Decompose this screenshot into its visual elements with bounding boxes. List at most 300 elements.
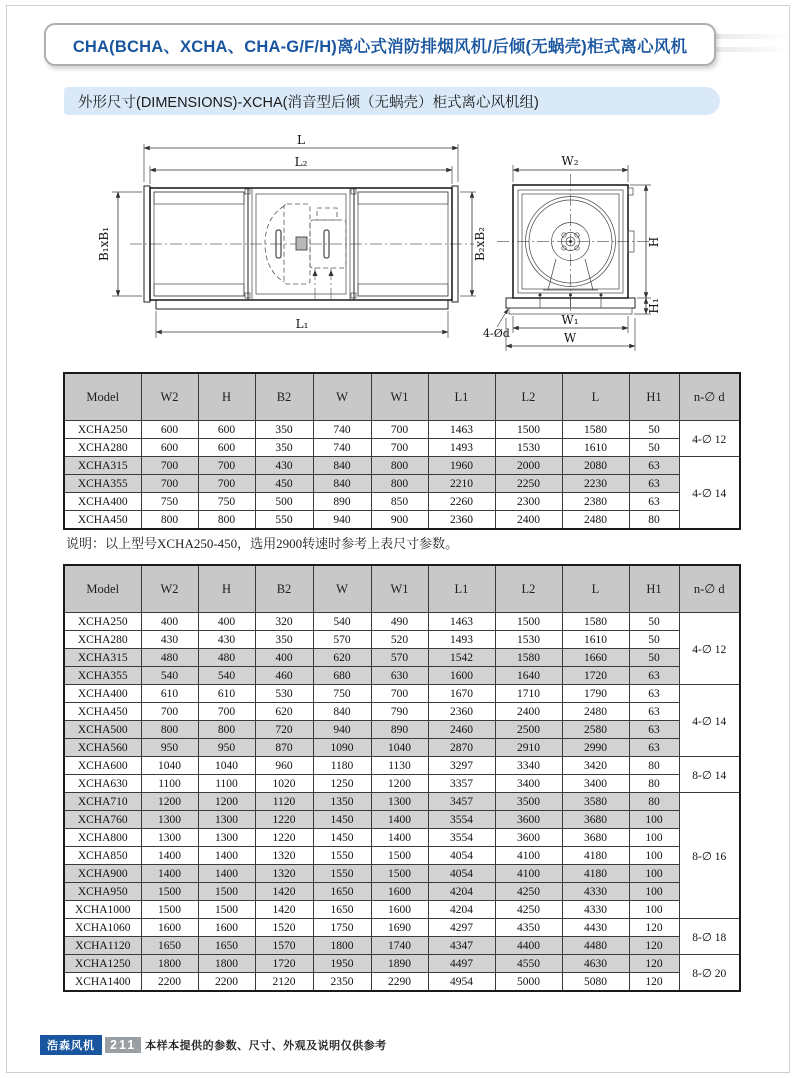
value-cell: 4954	[428, 973, 495, 992]
value-cell: 1120	[255, 793, 313, 811]
value-cell: 4400	[495, 937, 562, 955]
table-row	[64, 937, 740, 955]
table-row	[64, 829, 740, 847]
value-cell: 1500	[141, 883, 198, 901]
column-header: n-∅ d	[679, 373, 740, 421]
model-cell: XCHA450	[64, 703, 141, 721]
value-cell: 1100	[198, 775, 255, 793]
value-cell: 430	[141, 631, 198, 649]
value-cell: 840	[313, 703, 371, 721]
table-row	[64, 811, 740, 829]
dim-label-W2: W₂	[561, 154, 579, 168]
value-cell: 120	[629, 973, 679, 992]
column-header: B2	[255, 373, 313, 421]
value-cell: 80	[629, 775, 679, 793]
value-cell: 1580	[562, 613, 629, 631]
value-cell: 2480	[562, 511, 629, 530]
value-cell: 1750	[313, 919, 371, 937]
value-cell: 480	[198, 649, 255, 667]
value-cell: 1400	[141, 865, 198, 883]
model-cell: XCHA1250	[64, 955, 141, 973]
value-cell: 1610	[562, 439, 629, 457]
value-cell: 2250	[495, 475, 562, 493]
model-cell: XCHA1060	[64, 919, 141, 937]
value-cell: 1600	[371, 901, 428, 919]
column-header: B2	[255, 565, 313, 613]
table-row	[64, 475, 740, 493]
model-cell: XCHA630	[64, 775, 141, 793]
column-header: H	[198, 565, 255, 613]
value-cell: 750	[198, 493, 255, 511]
bolt-spec-cell: 8-∅ 18	[679, 919, 740, 955]
value-cell: 1570	[255, 937, 313, 955]
model-cell: XCHA710	[64, 793, 141, 811]
value-cell: 800	[141, 721, 198, 739]
value-cell: 720	[255, 721, 313, 739]
table-row	[64, 955, 740, 973]
value-cell: 100	[629, 811, 679, 829]
value-cell: 540	[198, 667, 255, 685]
table-row	[64, 847, 740, 865]
value-cell: 1300	[198, 811, 255, 829]
value-cell: 2910	[495, 739, 562, 757]
value-cell: 1650	[313, 883, 371, 901]
value-cell: 100	[629, 829, 679, 847]
value-cell: 1200	[141, 793, 198, 811]
column-header: L1	[428, 373, 495, 421]
column-header: H	[198, 373, 255, 421]
dim-label-L2: L₂	[294, 155, 308, 169]
value-cell: 2360	[428, 703, 495, 721]
column-header: W2	[141, 565, 198, 613]
value-cell: 600	[198, 421, 255, 439]
column-header: L2	[495, 565, 562, 613]
value-cell: 600	[198, 439, 255, 457]
value-cell: 1800	[198, 955, 255, 973]
value-cell: 1500	[371, 865, 428, 883]
value-cell: 4550	[495, 955, 562, 973]
value-cell: 120	[629, 937, 679, 955]
value-cell: 4250	[495, 883, 562, 901]
value-cell: 550	[255, 511, 313, 530]
value-cell: 1320	[255, 865, 313, 883]
dim-label-W1: W₁	[561, 313, 579, 327]
value-cell: 1580	[562, 421, 629, 439]
value-cell: 1493	[428, 439, 495, 457]
value-cell: 63	[629, 493, 679, 511]
value-cell: 2580	[562, 721, 629, 739]
column-header: W2	[141, 373, 198, 421]
value-cell: 1800	[313, 937, 371, 955]
value-cell: 1550	[313, 865, 371, 883]
value-cell: 1420	[255, 901, 313, 919]
value-cell: 1450	[313, 829, 371, 847]
column-header: L1	[428, 565, 495, 613]
value-cell: 1550	[313, 847, 371, 865]
value-cell: 63	[629, 457, 679, 475]
value-cell: 540	[141, 667, 198, 685]
footer	[40, 1035, 387, 1055]
table-row	[64, 649, 740, 667]
value-cell: 50	[629, 649, 679, 667]
value-cell: 1610	[562, 631, 629, 649]
table-row	[64, 883, 740, 901]
column-header: n-∅ d	[679, 565, 740, 613]
value-cell: 4054	[428, 865, 495, 883]
value-cell: 3400	[495, 775, 562, 793]
value-cell: 950	[141, 739, 198, 757]
value-cell: 400	[255, 649, 313, 667]
value-cell: 63	[629, 475, 679, 493]
bolt-spec-cell: 4-∅ 12	[679, 613, 740, 685]
table-row	[64, 613, 740, 631]
value-cell: 1040	[198, 757, 255, 775]
value-cell: 4204	[428, 883, 495, 901]
table-row	[64, 511, 740, 530]
value-cell: 940	[313, 721, 371, 739]
value-cell: 890	[313, 493, 371, 511]
value-cell: 700	[198, 703, 255, 721]
model-cell: XCHA600	[64, 757, 141, 775]
value-cell: 100	[629, 901, 679, 919]
value-cell: 740	[313, 421, 371, 439]
value-cell: 3680	[562, 811, 629, 829]
value-cell: 2400	[495, 703, 562, 721]
model-cell: XCHA280	[64, 439, 141, 457]
model-cell: XCHA850	[64, 847, 141, 865]
value-cell: 1960	[428, 457, 495, 475]
value-cell: 1320	[255, 847, 313, 865]
value-cell: 870	[255, 739, 313, 757]
value-cell: 2480	[562, 703, 629, 721]
value-cell: 480	[141, 649, 198, 667]
value-cell: 3554	[428, 829, 495, 847]
model-cell: XCHA900	[64, 865, 141, 883]
value-cell: 1350	[313, 793, 371, 811]
value-cell: 1530	[495, 439, 562, 457]
value-cell: 900	[371, 511, 428, 530]
value-cell: 430	[255, 457, 313, 475]
table-row	[64, 973, 740, 992]
value-cell: 50	[629, 613, 679, 631]
dim-label-B1xB1: B₁xB₁	[97, 226, 111, 262]
value-cell: 1200	[198, 793, 255, 811]
model-cell: XCHA355	[64, 475, 141, 493]
value-cell: 1400	[198, 865, 255, 883]
table-row	[64, 421, 740, 439]
value-cell: 1720	[255, 955, 313, 973]
value-cell: 4630	[562, 955, 629, 973]
value-cell: 1500	[495, 613, 562, 631]
table-note: 说明：以上型号XCHA250-450，选用2900转速时参考上表尺寸参数。	[66, 536, 459, 551]
page-title	[44, 23, 716, 66]
value-cell: 1650	[313, 901, 371, 919]
value-cell: 63	[629, 739, 679, 757]
table-row	[64, 631, 740, 649]
value-cell: 430	[198, 631, 255, 649]
value-cell: 63	[629, 685, 679, 703]
value-cell: 3400	[562, 775, 629, 793]
value-cell: 2200	[141, 973, 198, 992]
table-header-row	[64, 373, 740, 421]
model-cell: XCHA450	[64, 511, 141, 530]
value-cell: 700	[141, 475, 198, 493]
model-cell: XCHA250	[64, 613, 141, 631]
value-cell: 3420	[562, 757, 629, 775]
value-cell: 1800	[141, 955, 198, 973]
value-cell: 540	[313, 613, 371, 631]
model-cell: XCHA500	[64, 721, 141, 739]
bolt-spec-cell: 8-∅ 20	[679, 955, 740, 992]
value-cell: 50	[629, 439, 679, 457]
value-cell: 800	[371, 457, 428, 475]
value-cell: 680	[313, 667, 371, 685]
column-header: H1	[629, 565, 679, 613]
value-cell: 1542	[428, 649, 495, 667]
value-cell: 4347	[428, 937, 495, 955]
value-cell: 63	[629, 667, 679, 685]
value-cell: 400	[141, 613, 198, 631]
value-cell: 350	[255, 631, 313, 649]
value-cell: 450	[255, 475, 313, 493]
value-cell: 1040	[371, 739, 428, 757]
value-cell: 1020	[255, 775, 313, 793]
dimensions-table-2900rpm	[63, 372, 741, 530]
model-cell: XCHA560	[64, 739, 141, 757]
value-cell: 2360	[428, 511, 495, 530]
value-cell: 2000	[495, 457, 562, 475]
value-cell: 3554	[428, 811, 495, 829]
value-cell: 1400	[198, 847, 255, 865]
value-cell: 700	[198, 457, 255, 475]
table-row	[64, 901, 740, 919]
column-header: W1	[371, 373, 428, 421]
value-cell: 800	[198, 721, 255, 739]
value-cell: 1690	[371, 919, 428, 937]
value-cell: 80	[629, 757, 679, 775]
value-cell: 2230	[562, 475, 629, 493]
value-cell: 4250	[495, 901, 562, 919]
value-cell: 2300	[495, 493, 562, 511]
table1-body	[64, 421, 740, 530]
value-cell: 1600	[198, 919, 255, 937]
value-cell: 2120	[255, 973, 313, 992]
column-header: W	[313, 373, 371, 421]
dim-label-H1: H₁	[647, 298, 661, 314]
value-cell: 600	[141, 421, 198, 439]
model-cell: XCHA315	[64, 649, 141, 667]
value-cell: 850	[371, 493, 428, 511]
value-cell: 4204	[428, 901, 495, 919]
value-cell: 460	[255, 667, 313, 685]
value-cell: 490	[371, 613, 428, 631]
value-cell: 1710	[495, 685, 562, 703]
value-cell: 4100	[495, 865, 562, 883]
table-row	[64, 919, 740, 937]
table-row	[64, 757, 740, 775]
value-cell: 4330	[562, 901, 629, 919]
model-cell: XCHA760	[64, 811, 141, 829]
value-cell: 3680	[562, 829, 629, 847]
value-cell: 4350	[495, 919, 562, 937]
value-cell: 700	[141, 457, 198, 475]
model-cell: XCHA355	[64, 667, 141, 685]
model-cell: XCHA950	[64, 883, 141, 901]
page-title-text: CHA(BCHA、XCHA、CHA-G/F/H)离心式消防排烟风机/后倾(无蜗壳)柜式离心风机	[72, 37, 688, 56]
value-cell: 1493	[428, 631, 495, 649]
table-row	[64, 457, 740, 475]
value-cell: 3600	[495, 829, 562, 847]
value-cell: 2200	[198, 973, 255, 992]
value-cell: 610	[141, 685, 198, 703]
side-view-drawing	[52, 132, 487, 362]
value-cell: 1520	[255, 919, 313, 937]
table-row	[64, 685, 740, 703]
dim-label-L1: L₁	[295, 317, 309, 331]
value-cell: 890	[371, 721, 428, 739]
table-row	[64, 865, 740, 883]
value-cell: 350	[255, 421, 313, 439]
model-cell: XCHA280	[64, 631, 141, 649]
value-cell: 1580	[495, 649, 562, 667]
model-cell: XCHA1120	[64, 937, 141, 955]
table1-header	[64, 373, 740, 421]
value-cell: 4054	[428, 847, 495, 865]
value-cell: 4430	[562, 919, 629, 937]
value-cell: 790	[371, 703, 428, 721]
bolt-holes-label: 4-Ød	[483, 327, 510, 340]
dim-label-B2xB2: B₂xB₂	[473, 226, 487, 262]
dim-label-L: L	[297, 133, 305, 147]
value-cell: 840	[313, 457, 371, 475]
table-row	[64, 739, 740, 757]
value-cell: 350	[255, 439, 313, 457]
value-cell: 320	[255, 613, 313, 631]
column-header: H1	[629, 373, 679, 421]
value-cell: 4180	[562, 865, 629, 883]
dimensions-table-main	[63, 564, 741, 992]
value-cell: 50	[629, 421, 679, 439]
value-cell: 960	[255, 757, 313, 775]
value-cell: 750	[313, 685, 371, 703]
value-cell: 1500	[495, 421, 562, 439]
value-cell: 100	[629, 865, 679, 883]
table-row	[64, 703, 740, 721]
value-cell: 700	[371, 439, 428, 457]
dim-label-W: W	[563, 331, 577, 345]
value-cell: 750	[141, 493, 198, 511]
bolt-spec-cell: 4-∅ 14	[679, 685, 740, 757]
model-cell: XCHA400	[64, 685, 141, 703]
value-cell: 800	[371, 475, 428, 493]
value-cell: 80	[629, 793, 679, 811]
value-cell: 1600	[371, 883, 428, 901]
value-cell: 1640	[495, 667, 562, 685]
value-cell: 4330	[562, 883, 629, 901]
value-cell: 1530	[495, 631, 562, 649]
value-cell: 1300	[371, 793, 428, 811]
value-cell: 1660	[562, 649, 629, 667]
value-cell: 1890	[371, 955, 428, 973]
value-cell: 600	[141, 439, 198, 457]
column-header: W1	[371, 565, 428, 613]
value-cell: 840	[313, 475, 371, 493]
value-cell: 940	[313, 511, 371, 530]
value-cell: 2500	[495, 721, 562, 739]
value-cell: 620	[255, 703, 313, 721]
value-cell: 700	[198, 475, 255, 493]
value-cell: 570	[313, 631, 371, 649]
column-header: Model	[64, 373, 141, 421]
value-cell: 2210	[428, 475, 495, 493]
value-cell: 400	[198, 613, 255, 631]
value-cell: 3580	[562, 793, 629, 811]
value-cell: 700	[371, 421, 428, 439]
value-cell: 1670	[428, 685, 495, 703]
page-number-badge: 211	[105, 1037, 141, 1053]
bolt-spec-cell: 4-∅ 14	[679, 457, 740, 530]
model-cell: XCHA1400	[64, 973, 141, 992]
bolt-spec-cell: 8-∅ 14	[679, 757, 740, 793]
value-cell: 1180	[313, 757, 371, 775]
value-cell: 63	[629, 721, 679, 739]
value-cell: 120	[629, 955, 679, 973]
value-cell: 2080	[562, 457, 629, 475]
table-row	[64, 493, 740, 511]
value-cell: 1420	[255, 883, 313, 901]
section-subtitle-text: 外形尺寸(DIMENSIONS)-XCHA(消音型后倾（无蜗壳）柜式离心风机组)	[78, 94, 539, 111]
value-cell: 120	[629, 919, 679, 937]
value-cell: 950	[198, 739, 255, 757]
value-cell: 1400	[141, 847, 198, 865]
table-row	[64, 775, 740, 793]
front-view-drawing	[483, 132, 794, 362]
value-cell: 1790	[562, 685, 629, 703]
column-header: L2	[495, 373, 562, 421]
value-cell: 570	[371, 649, 428, 667]
value-cell: 1463	[428, 613, 495, 631]
value-cell: 1720	[562, 667, 629, 685]
value-cell: 700	[141, 703, 198, 721]
value-cell: 740	[313, 439, 371, 457]
value-cell: 2460	[428, 721, 495, 739]
table-row	[64, 793, 740, 811]
value-cell: 3457	[428, 793, 495, 811]
model-cell: XCHA400	[64, 493, 141, 511]
value-cell: 2400	[495, 511, 562, 530]
value-cell: 2290	[371, 973, 428, 992]
value-cell: 1100	[141, 775, 198, 793]
value-cell: 1650	[198, 937, 255, 955]
table-row	[64, 667, 740, 685]
value-cell: 4100	[495, 847, 562, 865]
value-cell: 1463	[428, 421, 495, 439]
value-cell: 1220	[255, 811, 313, 829]
bolt-spec-cell: 4-∅ 12	[679, 421, 740, 457]
value-cell: 1950	[313, 955, 371, 973]
decorative-streak	[704, 47, 790, 52]
decorative-streak	[704, 34, 790, 39]
bolt-spec-cell: 8-∅ 16	[679, 793, 740, 919]
value-cell: 520	[371, 631, 428, 649]
value-cell: 3297	[428, 757, 495, 775]
value-cell: 4480	[562, 937, 629, 955]
value-cell: 1250	[313, 775, 371, 793]
table-row	[64, 721, 740, 739]
value-cell: 3600	[495, 811, 562, 829]
value-cell: 1040	[141, 757, 198, 775]
value-cell: 1450	[313, 811, 371, 829]
